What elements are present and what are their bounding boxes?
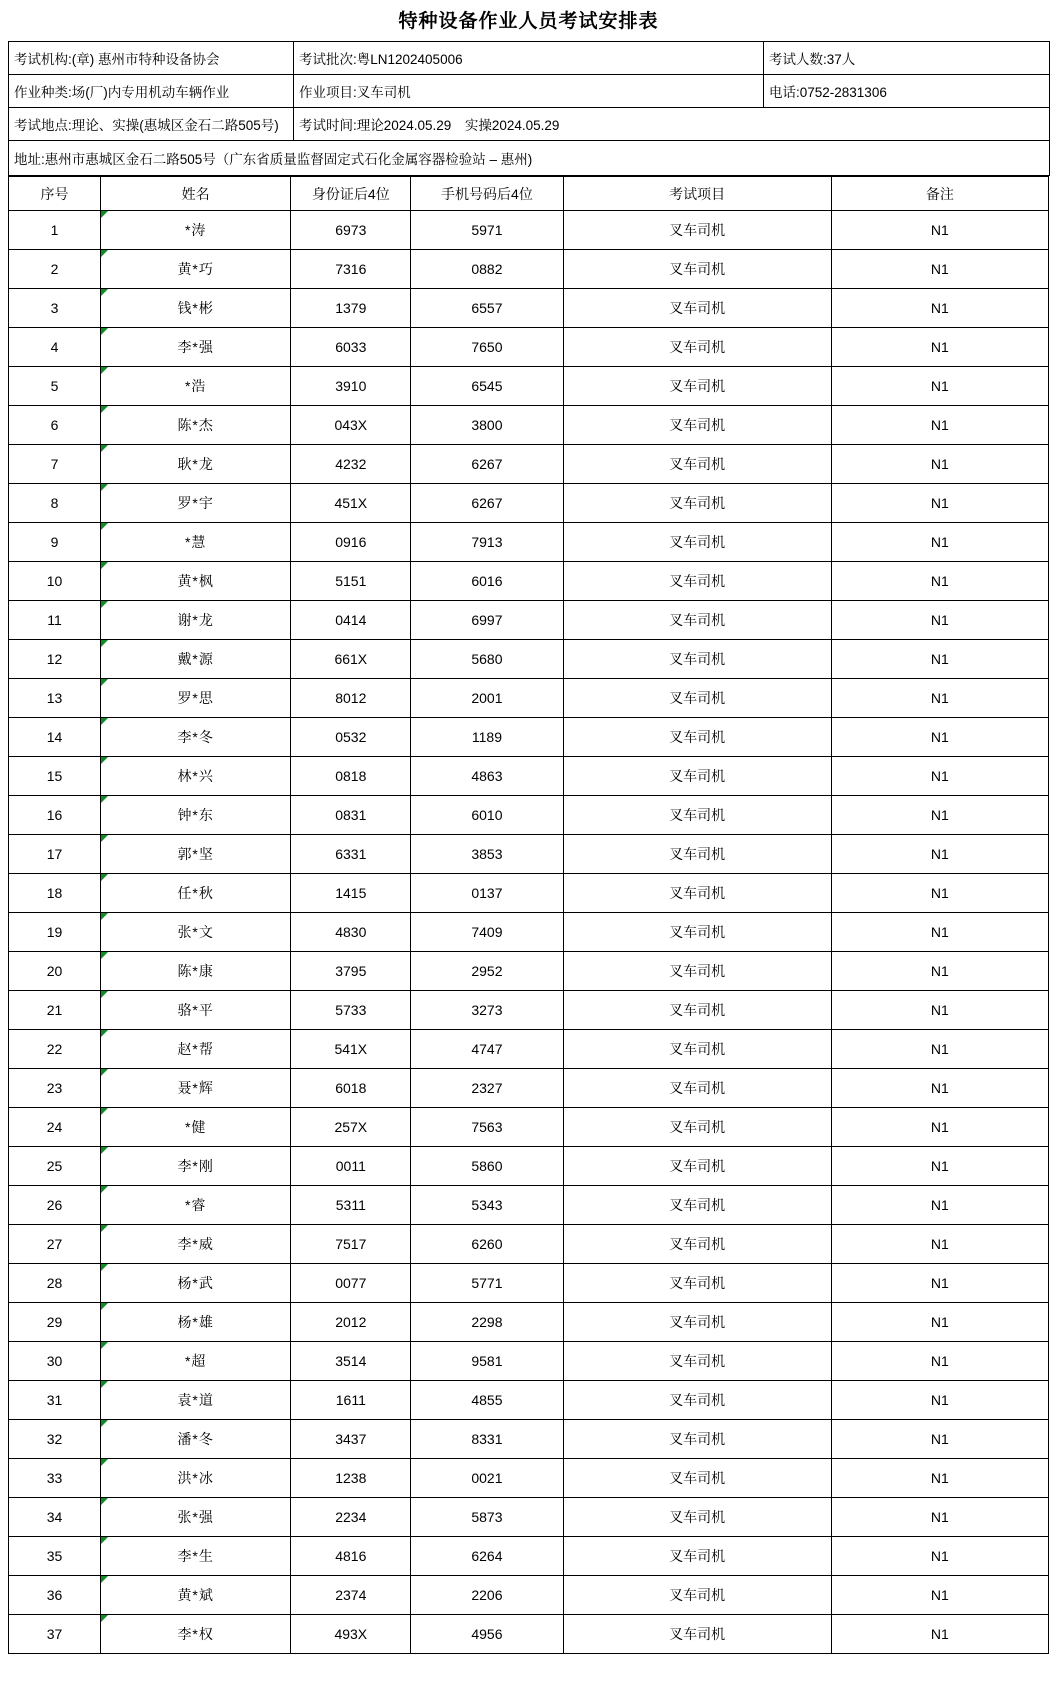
cell-id-last4: 0414 (291, 601, 411, 640)
cell-remark: N1 (831, 1615, 1048, 1654)
cell-id-last4: 451X (291, 484, 411, 523)
cell-remark: N1 (831, 211, 1048, 250)
cell-phone-last4: 5343 (411, 1186, 563, 1225)
table-row (9, 1342, 1049, 1381)
cell-id-last4: 2012 (291, 1303, 411, 1342)
cell-exam-item: 叉车司机 (563, 952, 831, 991)
cell-remark: N1 (831, 1147, 1048, 1186)
cell-no: 12 (9, 640, 101, 679)
cell-remark: N1 (831, 1498, 1048, 1537)
cell-exam-item: 叉车司机 (563, 1108, 831, 1147)
cell-no: 29 (9, 1303, 101, 1342)
cell-name: 张*强 (101, 1498, 291, 1537)
cell-phone-last4: 6016 (411, 562, 563, 601)
cell-id-last4: 5733 (291, 991, 411, 1030)
table-row (9, 250, 1049, 289)
cell-phone-last4: 5680 (411, 640, 563, 679)
table-row (9, 718, 1049, 757)
table-row (9, 1186, 1049, 1225)
cell-phone-last4: 4855 (411, 1381, 563, 1420)
cell-remark: N1 (831, 913, 1048, 952)
candidates-table (8, 176, 1049, 1654)
cell-no: 15 (9, 757, 101, 796)
cell-exam-item: 叉车司机 (563, 1576, 831, 1615)
meta-phone: 电话:0752-2831306 (764, 75, 1050, 108)
cell-exam-item: 叉车司机 (563, 1264, 831, 1303)
cell-exam-item: 叉车司机 (563, 679, 831, 718)
cell-id-last4: 1611 (291, 1381, 411, 1420)
cell-exam-item: 叉车司机 (563, 484, 831, 523)
meta-organization-label: 考试机构: (14, 52, 72, 67)
cell-exam-item: 叉车司机 (563, 835, 831, 874)
meta-time: 考试时间:理论2024.05.29 实操2024.05.29 (294, 108, 1050, 141)
cell-exam-item: 叉车司机 (563, 406, 831, 445)
cell-no: 7 (9, 445, 101, 484)
cell-remark: N1 (831, 1264, 1048, 1303)
table-row (9, 1108, 1049, 1147)
column-header-no: 序号 (9, 177, 101, 211)
cell-phone-last4: 7563 (411, 1108, 563, 1147)
cell-id-last4: 4816 (291, 1537, 411, 1576)
cell-remark: N1 (831, 250, 1048, 289)
cell-phone-last4: 3273 (411, 991, 563, 1030)
cell-id-last4: 6973 (291, 211, 411, 250)
cell-remark: N1 (831, 1459, 1048, 1498)
cell-name: 赵*帮 (101, 1030, 291, 1069)
cell-name: 张*文 (101, 913, 291, 952)
cell-no: 2 (9, 250, 101, 289)
table-row (9, 406, 1049, 445)
table-row (9, 1381, 1049, 1420)
cell-remark: N1 (831, 640, 1048, 679)
cell-exam-item: 叉车司机 (563, 757, 831, 796)
cell-remark: N1 (831, 562, 1048, 601)
meta-organization-value: (章) 惠州市特种设备协会 (71, 52, 220, 67)
cell-phone-last4: 6267 (411, 445, 563, 484)
cell-id-last4: 7316 (291, 250, 411, 289)
cell-phone-last4: 6267 (411, 484, 563, 523)
cell-exam-item: 叉车司机 (563, 874, 831, 913)
cell-name: 郭*坚 (101, 835, 291, 874)
cell-no: 28 (9, 1264, 101, 1303)
cell-phone-last4: 7409 (411, 913, 563, 952)
cell-id-last4: 8012 (291, 679, 411, 718)
cell-phone-last4: 3800 (411, 406, 563, 445)
cell-exam-item: 叉车司机 (563, 1069, 831, 1108)
cell-phone-last4: 4956 (411, 1615, 563, 1654)
cell-remark: N1 (831, 601, 1048, 640)
cell-no: 21 (9, 991, 101, 1030)
cell-name: *睿 (101, 1186, 291, 1225)
cell-id-last4: 0818 (291, 757, 411, 796)
cell-name: 谢*龙 (101, 601, 291, 640)
cell-id-last4: 1415 (291, 874, 411, 913)
cell-phone-last4: 7650 (411, 328, 563, 367)
cell-phone-last4: 3853 (411, 835, 563, 874)
cell-name: 任*秋 (101, 874, 291, 913)
cell-id-last4: 661X (291, 640, 411, 679)
cell-phone-last4: 4863 (411, 757, 563, 796)
cell-no: 23 (9, 1069, 101, 1108)
cell-name: 耿*龙 (101, 445, 291, 484)
cell-exam-item: 叉车司机 (563, 1342, 831, 1381)
cell-remark: N1 (831, 1069, 1048, 1108)
cell-remark: N1 (831, 1108, 1048, 1147)
table-row (9, 211, 1049, 250)
table-row (9, 367, 1049, 406)
table-row (9, 1498, 1049, 1537)
meta-row-place (9, 108, 1050, 141)
cell-name: 李*威 (101, 1225, 291, 1264)
cell-name: 杨*雄 (101, 1303, 291, 1342)
table-row (9, 523, 1049, 562)
cell-remark: N1 (831, 1576, 1048, 1615)
column-header-phone-last4: 手机号码后4位 (411, 177, 563, 211)
cell-id-last4: 1238 (291, 1459, 411, 1498)
cell-remark: N1 (831, 523, 1048, 562)
cell-exam-item: 叉车司机 (563, 1381, 831, 1420)
meta-batch: 考试批次:粤LN1202405006 (294, 42, 764, 75)
cell-id-last4: 3514 (291, 1342, 411, 1381)
meta-place: 考试地点:理论、实操(惠城区金石二路505号) (9, 108, 294, 141)
column-header-exam-item: 考试项目 (563, 177, 831, 211)
cell-phone-last4: 2298 (411, 1303, 563, 1342)
cell-name: *超 (101, 1342, 291, 1381)
cell-id-last4: 2234 (291, 1498, 411, 1537)
cell-phone-last4: 1189 (411, 718, 563, 757)
table-row (9, 991, 1049, 1030)
cell-id-last4: 0532 (291, 718, 411, 757)
cell-remark: N1 (831, 367, 1048, 406)
cell-phone-last4: 5873 (411, 1498, 563, 1537)
meta-row-org (9, 42, 1050, 75)
cell-no: 33 (9, 1459, 101, 1498)
cell-name: *健 (101, 1108, 291, 1147)
cell-name: 李*刚 (101, 1147, 291, 1186)
table-row (9, 445, 1049, 484)
meta-row-address (9, 141, 1050, 176)
table-row (9, 835, 1049, 874)
cell-name: 陈*康 (101, 952, 291, 991)
cell-phone-last4: 5971 (411, 211, 563, 250)
cell-name: 钟*东 (101, 796, 291, 835)
cell-no: 22 (9, 1030, 101, 1069)
cell-id-last4: 6033 (291, 328, 411, 367)
cell-no: 9 (9, 523, 101, 562)
column-header-id-last4: 身份证后4位 (291, 177, 411, 211)
table-row (9, 289, 1049, 328)
cell-id-last4: 5311 (291, 1186, 411, 1225)
cell-remark: N1 (831, 1537, 1048, 1576)
table-row (9, 1420, 1049, 1459)
page-title: 特种设备作业人员考试安排表 (398, 11, 659, 32)
cell-no: 31 (9, 1381, 101, 1420)
cell-name: 潘*冬 (101, 1420, 291, 1459)
cell-exam-item: 叉车司机 (563, 1537, 831, 1576)
cell-no: 6 (9, 406, 101, 445)
meta-organization (9, 42, 294, 75)
cell-no: 37 (9, 1615, 101, 1654)
cell-remark: N1 (831, 406, 1048, 445)
cell-phone-last4: 2001 (411, 679, 563, 718)
table-row (9, 874, 1049, 913)
table-body (9, 211, 1049, 1654)
cell-exam-item: 叉车司机 (563, 1186, 831, 1225)
cell-exam-item: 叉车司机 (563, 1420, 831, 1459)
cell-exam-item: 叉车司机 (563, 1459, 831, 1498)
cell-no: 8 (9, 484, 101, 523)
cell-remark: N1 (831, 991, 1048, 1030)
cell-remark: N1 (831, 1381, 1048, 1420)
cell-remark: N1 (831, 1030, 1048, 1069)
table-row (9, 640, 1049, 679)
cell-no: 27 (9, 1225, 101, 1264)
cell-remark: N1 (831, 328, 1048, 367)
cell-id-last4: 043X (291, 406, 411, 445)
cell-exam-item: 叉车司机 (563, 913, 831, 952)
table-row (9, 1225, 1049, 1264)
cell-name: 聂*辉 (101, 1069, 291, 1108)
cell-id-last4: 5151 (291, 562, 411, 601)
table-row (9, 1030, 1049, 1069)
meta-row-type (9, 75, 1050, 108)
cell-name: 骆*平 (101, 991, 291, 1030)
cell-exam-item: 叉车司机 (563, 1303, 831, 1342)
cell-id-last4: 493X (291, 1615, 411, 1654)
cell-phone-last4: 4747 (411, 1030, 563, 1069)
table-row (9, 1615, 1049, 1654)
cell-name: 杨*武 (101, 1264, 291, 1303)
meta-address: 地址:惠州市惠城区金石二路505号（广东省质量监督固定式石化金属容器检验站 – 惠州) (9, 141, 1050, 176)
cell-name: 钱*彬 (101, 289, 291, 328)
cell-id-last4: 257X (291, 1108, 411, 1147)
cell-remark: N1 (831, 796, 1048, 835)
cell-phone-last4: 0882 (411, 250, 563, 289)
cell-exam-item: 叉车司机 (563, 367, 831, 406)
cell-remark: N1 (831, 952, 1048, 991)
cell-name: 林*兴 (101, 757, 291, 796)
cell-id-last4: 2374 (291, 1576, 411, 1615)
cell-id-last4: 7517 (291, 1225, 411, 1264)
cell-phone-last4: 2952 (411, 952, 563, 991)
cell-id-last4: 0077 (291, 1264, 411, 1303)
cell-no: 34 (9, 1498, 101, 1537)
table-row (9, 913, 1049, 952)
cell-id-last4: 4830 (291, 913, 411, 952)
meta-table (8, 41, 1050, 176)
cell-name: 陈*杰 (101, 406, 291, 445)
cell-no: 5 (9, 367, 101, 406)
cell-no: 3 (9, 289, 101, 328)
cell-exam-item: 叉车司机 (563, 718, 831, 757)
cell-remark: N1 (831, 445, 1048, 484)
cell-no: 16 (9, 796, 101, 835)
cell-phone-last4: 9581 (411, 1342, 563, 1381)
cell-exam-item: 叉车司机 (563, 1147, 831, 1186)
cell-remark: N1 (831, 1303, 1048, 1342)
cell-id-last4: 541X (291, 1030, 411, 1069)
cell-name: 李*权 (101, 1615, 291, 1654)
cell-exam-item: 叉车司机 (563, 1615, 831, 1654)
cell-phone-last4: 5860 (411, 1147, 563, 1186)
table-row (9, 679, 1049, 718)
cell-remark: N1 (831, 289, 1048, 328)
cell-phone-last4: 6545 (411, 367, 563, 406)
cell-phone-last4: 0137 (411, 874, 563, 913)
cell-remark: N1 (831, 1342, 1048, 1381)
table-row (9, 601, 1049, 640)
cell-remark: N1 (831, 718, 1048, 757)
meta-count: 考试人数:37人 (764, 42, 1050, 75)
cell-no: 36 (9, 1576, 101, 1615)
cell-no: 30 (9, 1342, 101, 1381)
cell-exam-item: 叉车司机 (563, 1225, 831, 1264)
cell-no: 13 (9, 679, 101, 718)
cell-no: 4 (9, 328, 101, 367)
cell-no: 10 (9, 562, 101, 601)
cell-no: 17 (9, 835, 101, 874)
cell-name: *慧 (101, 523, 291, 562)
cell-remark: N1 (831, 484, 1048, 523)
cell-name: 戴*源 (101, 640, 291, 679)
cell-remark: N1 (831, 835, 1048, 874)
cell-id-last4: 4232 (291, 445, 411, 484)
cell-phone-last4: 6557 (411, 289, 563, 328)
table-header-row (9, 177, 1049, 211)
cell-name: 黄*巧 (101, 250, 291, 289)
cell-phone-last4: 5771 (411, 1264, 563, 1303)
cell-id-last4: 0916 (291, 523, 411, 562)
cell-name: 罗*宇 (101, 484, 291, 523)
table-row (9, 562, 1049, 601)
cell-id-last4: 1379 (291, 289, 411, 328)
cell-remark: N1 (831, 1225, 1048, 1264)
column-header-name: 姓名 (101, 177, 291, 211)
cell-phone-last4: 2206 (411, 1576, 563, 1615)
table-row (9, 757, 1049, 796)
cell-remark: N1 (831, 757, 1048, 796)
meta-project: 作业项目:叉车司机 (294, 75, 764, 108)
cell-remark: N1 (831, 874, 1048, 913)
cell-id-last4: 3437 (291, 1420, 411, 1459)
cell-phone-last4: 2327 (411, 1069, 563, 1108)
cell-phone-last4: 6260 (411, 1225, 563, 1264)
cell-exam-item: 叉车司机 (563, 1030, 831, 1069)
table-row (9, 796, 1049, 835)
table-row (9, 1069, 1049, 1108)
cell-exam-item: 叉车司机 (563, 328, 831, 367)
cell-name: 黄*枫 (101, 562, 291, 601)
table-row (9, 1303, 1049, 1342)
cell-phone-last4: 6264 (411, 1537, 563, 1576)
cell-id-last4: 6331 (291, 835, 411, 874)
table-row (9, 1264, 1049, 1303)
cell-exam-item: 叉车司机 (563, 211, 831, 250)
cell-phone-last4: 8331 (411, 1420, 563, 1459)
cell-name: *浩 (101, 367, 291, 406)
cell-name: 袁*道 (101, 1381, 291, 1420)
cell-id-last4: 0831 (291, 796, 411, 835)
cell-exam-item: 叉车司机 (563, 1498, 831, 1537)
cell-exam-item: 叉车司机 (563, 991, 831, 1030)
cell-phone-last4: 6010 (411, 796, 563, 835)
cell-no: 26 (9, 1186, 101, 1225)
cell-exam-item: 叉车司机 (563, 562, 831, 601)
cell-no: 1 (9, 211, 101, 250)
cell-remark: N1 (831, 1186, 1048, 1225)
table-row (9, 1537, 1049, 1576)
cell-exam-item: 叉车司机 (563, 445, 831, 484)
cell-exam-item: 叉车司机 (563, 796, 831, 835)
cell-name: *涛 (101, 211, 291, 250)
cell-remark: N1 (831, 679, 1048, 718)
cell-id-last4: 3795 (291, 952, 411, 991)
cell-no: 24 (9, 1108, 101, 1147)
cell-name: 李*冬 (101, 718, 291, 757)
table-row (9, 952, 1049, 991)
cell-name: 李*生 (101, 1537, 291, 1576)
cell-name: 黄*斌 (101, 1576, 291, 1615)
cell-exam-item: 叉车司机 (563, 289, 831, 328)
cell-phone-last4: 6997 (411, 601, 563, 640)
cell-no: 19 (9, 913, 101, 952)
table-row (9, 484, 1049, 523)
meta-work-type: 作业种类:场(厂)内专用机动车辆作业 (9, 75, 294, 108)
cell-id-last4: 0011 (291, 1147, 411, 1186)
cell-no: 35 (9, 1537, 101, 1576)
cell-no: 18 (9, 874, 101, 913)
cell-phone-last4: 7913 (411, 523, 563, 562)
table-row (9, 328, 1049, 367)
cell-id-last4: 3910 (291, 367, 411, 406)
cell-exam-item: 叉车司机 (563, 640, 831, 679)
cell-no: 14 (9, 718, 101, 757)
cell-name: 李*强 (101, 328, 291, 367)
cell-name: 洪*冰 (101, 1459, 291, 1498)
table-row (9, 1459, 1049, 1498)
cell-exam-item: 叉车司机 (563, 250, 831, 289)
cell-no: 20 (9, 952, 101, 991)
cell-phone-last4: 0021 (411, 1459, 563, 1498)
column-header-remark: 备注 (831, 177, 1048, 211)
table-row (9, 1147, 1049, 1186)
cell-id-last4: 6018 (291, 1069, 411, 1108)
cell-exam-item: 叉车司机 (563, 523, 831, 562)
cell-name: 罗*思 (101, 679, 291, 718)
cell-no: 25 (9, 1147, 101, 1186)
cell-no: 11 (9, 601, 101, 640)
table-row (9, 1576, 1049, 1615)
cell-remark: N1 (831, 1420, 1048, 1459)
cell-exam-item: 叉车司机 (563, 601, 831, 640)
cell-no: 32 (9, 1420, 101, 1459)
